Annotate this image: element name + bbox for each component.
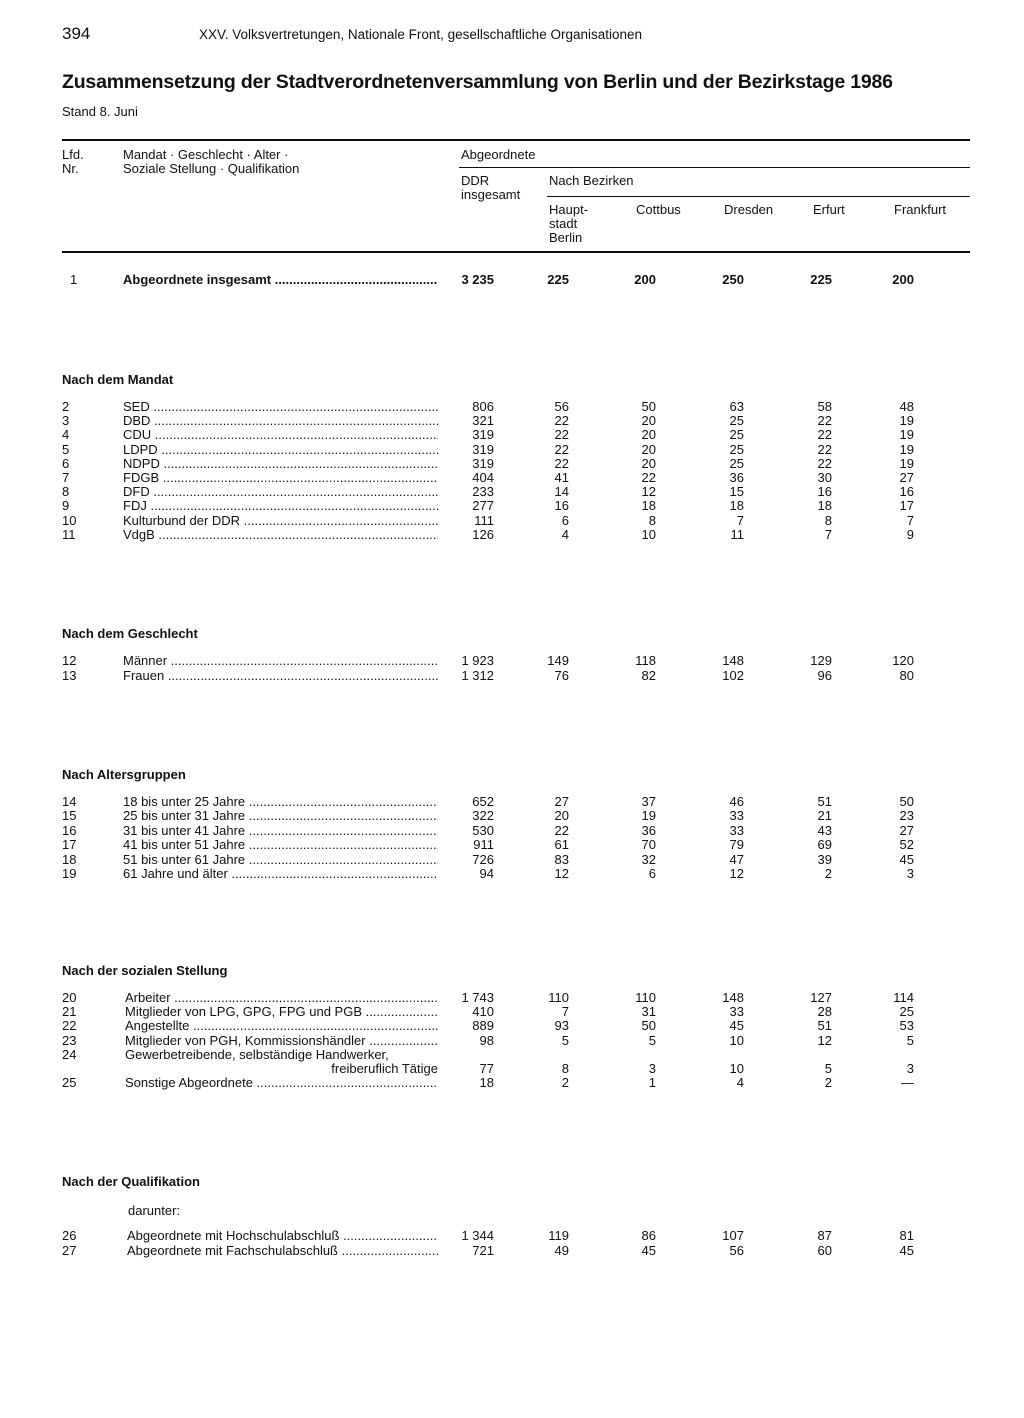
value-dresden: 36 [729,470,744,485]
value-cottbus: 18 [641,498,656,514]
value-cottbus: 3 [648,1061,656,1076]
value-cottbus: 82 [641,668,656,683]
value-frankfurt: 9 [906,526,914,542]
value-dresden: 25 [729,455,744,471]
row-label: Frauen ..... [123,669,438,683]
header-erfurt: Erfurt [813,202,845,217]
value-frankfurt: 48 [899,399,914,414]
abgeordnete-rule [459,167,970,168]
value-cottbus: 20 [641,427,656,443]
value-cottbus: 37 [641,794,656,809]
value-erfurt: 58 [817,399,832,414]
row-label: Mitglieder von PGH, Kommissionshändler ..... [125,1034,438,1048]
value-dresden: 102 [722,668,744,683]
value-ddr: 3 235 [461,272,494,287]
row-number: 21 [62,1004,77,1020]
value-ddr: 319 [472,441,494,457]
row-number: 15 [62,808,77,824]
value-berlin: 41 [554,470,569,485]
value-dresden: 7 [736,512,744,528]
table-top-rule [62,139,970,141]
table-row [0,1076,1024,1090]
row-number: 14 [62,794,77,809]
value-erfurt: 28 [817,1004,832,1020]
page-number: 394 [62,24,91,43]
row-label: Sonstige Abgeordnete ..... [125,1076,438,1090]
header-berlin-line1: Haupt- [549,202,589,217]
header-dresden: Dresden [724,202,774,217]
value-ddr: 1 344 [461,1228,494,1243]
value-cottbus: 86 [641,1228,656,1243]
value-cottbus: 70 [641,837,656,853]
value-berlin: 56 [554,399,569,414]
row-number: 20 [62,990,77,1005]
value-cottbus: 19 [641,808,656,824]
value-erfurt: 51 [817,794,832,809]
value-dresden: 63 [729,399,744,414]
row-label: CDU ..... [123,428,438,442]
row-label: Männer ..... [123,654,438,668]
row-number: 2 [62,399,70,414]
value-dresden: 148 [722,990,744,1005]
row-number: 22 [62,1018,77,1034]
value-berlin: 49 [554,1242,569,1258]
header-ddr-line1: DDR [461,173,490,188]
table-row [0,669,1024,683]
value-ddr: 277 [472,498,494,514]
header-lfd: Lfd. [62,147,84,162]
value-cottbus: 10 [641,526,656,542]
value-dresden: 45 [729,1018,744,1034]
value-frankfurt: 7 [906,512,914,528]
value-cottbus: 20 [641,441,656,457]
value-dresden: 56 [729,1242,744,1258]
section-heading-alter: Nach Altersgruppen [62,767,186,782]
value-ddr: 652 [472,794,494,809]
value-ddr: 77 [479,1061,494,1076]
value-erfurt: 39 [817,851,832,867]
value-dresden: 33 [729,808,744,824]
row-label: Kulturbund der DDR ..... [123,514,438,528]
value-berlin: 61 [554,837,569,853]
row-label: 51 bis unter 61 Jahre ..... [123,853,438,867]
value-cottbus: 20 [641,455,656,471]
value-ddr: 911 [473,837,494,853]
value-berlin: 22 [554,455,569,471]
row-label: Abgeordnete mit Hochschulabschluß ..... [127,1229,438,1243]
value-frankfurt: 25 [899,1004,914,1020]
value-erfurt: 51 [817,1018,832,1034]
value-cottbus: 110 [635,990,656,1005]
table-row [0,443,1024,457]
value-cottbus: 50 [641,1018,656,1034]
value-berlin: 22 [554,413,569,429]
table-row [0,867,1024,881]
table-row [0,428,1024,442]
value-frankfurt: 45 [899,851,914,867]
value-dresden: 25 [729,441,744,457]
value-berlin: 14 [554,484,569,500]
row-number: 18 [62,851,77,867]
value-erfurt: 21 [817,808,832,824]
value-berlin: 2 [561,1075,569,1091]
value-erfurt: 18 [817,498,832,514]
value-frankfurt: 114 [893,990,914,1005]
value-frankfurt: 19 [899,455,914,471]
value-cottbus: 1 [648,1075,656,1091]
row-number: 8 [62,484,70,500]
value-frankfurt: 52 [899,837,914,853]
value-frankfurt: 27 [899,822,914,838]
row-number: 25 [62,1075,77,1091]
value-erfurt: 30 [817,470,832,485]
value-cottbus: 12 [641,484,656,500]
value-ddr: 322 [472,808,494,824]
value-cottbus: 8 [648,512,656,528]
row-number: 3 [62,413,70,429]
value-dresden: 25 [729,427,744,443]
value-erfurt: 22 [817,413,832,429]
row-number: 6 [62,455,70,471]
header-berlin-line3: Berlin [549,230,583,245]
table-row [0,1244,1024,1258]
value-frankfurt: 16 [899,484,914,500]
value-dresden: 10 [729,1032,744,1048]
row-number: 13 [62,668,77,683]
value-erfurt: 22 [817,427,832,443]
section-heading-stellung: Nach der sozialen Stellung [62,963,228,978]
row-number: 10 [62,512,77,528]
row-label: FDJ ..... [123,499,438,513]
row-label: Mitglieder von LPG, GPG, FPG und PGB ..... [125,1005,438,1019]
value-ddr: 889 [472,1018,494,1034]
value-frankfurt: 3 [906,1061,914,1076]
value-cottbus: 20 [641,413,656,429]
table-row [0,1034,1024,1048]
row-label: 18 bis unter 25 Jahre ..... [123,795,438,809]
value-frankfurt: 81 [899,1228,914,1243]
header-berlin-line2: stadt [549,216,578,231]
value-berlin: 16 [554,498,569,514]
row-label-continued: freiberuflich Tätige [331,1062,438,1076]
value-cottbus: 200 [634,272,656,287]
table-row [0,485,1024,499]
value-cottbus: 45 [641,1242,656,1258]
value-berlin: 76 [554,668,569,683]
row-label: 25 bis unter 31 Jahre ..... [123,809,438,823]
darunter-label: darunter: [128,1203,181,1218]
value-berlin: 225 [547,272,569,287]
header-nach-bezirken: Nach Bezirken [549,173,634,188]
value-ddr: 98 [479,1032,494,1048]
header-abgeordnete: Abgeordnete [461,147,536,162]
value-cottbus: 36 [641,822,656,838]
value-ddr: 1 743 [461,990,494,1005]
value-cottbus: 6 [648,866,656,881]
value-ddr: 404 [472,470,494,485]
value-erfurt: 87 [817,1228,832,1243]
value-frankfurt: 45 [899,1242,914,1258]
header-desc-line1: Mandat · Geschlecht · Alter · [123,147,289,162]
value-berlin: 22 [554,427,569,443]
row-label: 31 bis unter 41 Jahre ..... [123,824,438,838]
row-number: 7 [62,470,70,485]
value-dresden: 25 [729,413,744,429]
header-ddr-line2: insgesamt [461,187,521,202]
value-erfurt: 22 [817,455,832,471]
value-ddr: 721 [472,1242,494,1258]
row-number: 11 [62,526,76,542]
row-label: Gewerbetreibende, selbständige Handwerker, [125,1047,389,1062]
row-number: 4 [62,427,70,443]
value-frankfurt: 3 [906,866,914,881]
row-label: FDGB ..... [123,471,438,485]
value-berlin: 22 [554,822,569,838]
value-frankfurt: 17 [899,498,914,514]
table-row [0,514,1024,528]
row-label: Abgeordnete insgesamt ..... [123,273,438,287]
value-ddr: 806 [472,399,494,414]
value-erfurt: 96 [817,668,832,683]
value-berlin: 4 [561,526,569,542]
row-number: 9 [62,498,70,514]
value-berlin: 8 [561,1061,569,1076]
value-ddr: 1 923 [461,653,494,668]
value-erfurt: 127 [810,990,832,1005]
value-dresden: 4 [736,1075,744,1091]
row-number: 16 [62,822,77,838]
row-label: 41 bis unter 51 Jahre ..... [123,838,438,852]
row-number: 19 [62,866,77,881]
value-cottbus: 118 [635,653,656,668]
value-ddr: 319 [472,455,494,471]
value-ddr: 530 [472,822,494,838]
table-row-total [0,273,1024,287]
value-dresden: 33 [729,1004,744,1020]
value-berlin: 5 [561,1032,569,1048]
value-erfurt: 2 [824,866,832,881]
row-label: SED ..... [123,400,438,414]
value-erfurt: 225 [810,272,832,287]
bezirke-rule [547,196,970,197]
header-bottom-rule [62,251,970,253]
value-frankfurt: 23 [899,808,914,824]
value-erfurt: 43 [817,822,832,838]
value-berlin: 6 [561,512,569,528]
value-ddr: 726 [472,851,494,867]
value-frankfurt: — [901,1075,914,1091]
header-frankfurt: Frankfurt [894,202,947,217]
header-cottbus: Cottbus [636,202,681,217]
value-cottbus: 50 [641,399,656,414]
value-frankfurt: 27 [899,470,914,485]
value-erfurt: 12 [817,1032,832,1048]
table-row [0,528,1024,542]
row-label: 61 Jahre und älter ..... [123,867,438,881]
table-row [0,809,1024,823]
value-ddr: 111 [474,512,494,528]
value-berlin: 22 [554,441,569,457]
value-berlin: 83 [554,851,569,867]
value-erfurt: 16 [817,484,832,500]
value-cottbus: 31 [641,1004,656,1020]
row-number: 12 [62,653,77,668]
value-dresden: 250 [722,272,744,287]
table-row [0,414,1024,428]
value-dresden: 33 [729,822,744,838]
value-erfurt: 8 [824,512,832,528]
value-erfurt: 7 [824,526,832,542]
row-label: DFD ..... [123,485,438,499]
table-row [0,1062,1024,1076]
table-row [0,991,1024,1005]
value-erfurt: 5 [824,1061,832,1076]
value-berlin: 110 [548,990,569,1005]
value-erfurt: 2 [824,1075,832,1091]
value-frankfurt: 19 [899,413,914,429]
value-erfurt: 22 [817,441,832,457]
value-erfurt: 60 [817,1242,832,1258]
row-number: 1 [70,272,78,287]
value-erfurt: 69 [817,837,832,853]
section-heading-mandat: Nach dem Mandat [62,372,174,387]
value-berlin: 7 [561,1004,569,1020]
table-row [0,1019,1024,1033]
value-cottbus: 22 [641,470,656,485]
value-frankfurt: 5 [906,1032,914,1048]
value-dresden: 79 [729,837,744,853]
value-berlin: 20 [554,808,569,824]
value-dresden: 11 [730,526,744,542]
header-nr: Nr. [62,161,79,176]
section-heading-qualifikation: Nach der Qualifikation [62,1174,200,1189]
row-label: DBD ..... [123,414,438,428]
value-dresden: 46 [729,794,744,809]
value-dresden: 107 [722,1228,744,1243]
value-dresden: 148 [722,653,744,668]
value-berlin: 149 [547,653,569,668]
value-frankfurt: 120 [892,653,914,668]
value-ddr: 94 [479,866,494,881]
header-desc-line2: Soziale Stellung · Qualifikation [123,161,300,176]
value-ddr: 319 [472,427,494,443]
value-ddr: 410 [472,1004,494,1020]
row-label: LDPD ..... [123,443,438,457]
table-row [0,853,1024,867]
table-row [0,838,1024,852]
value-ddr: 126 [472,526,494,542]
value-dresden: 10 [729,1061,744,1076]
value-cottbus: 5 [648,1032,656,1048]
value-frankfurt: 200 [892,272,914,287]
table-row [0,471,1024,485]
table-row [0,1005,1024,1019]
table-row [0,824,1024,838]
value-dresden: 12 [729,866,744,881]
row-number: 5 [62,441,70,457]
row-number: 24 [62,1046,77,1062]
row-label: NDPD ..... [123,457,438,471]
value-frankfurt: 80 [899,668,914,683]
value-dresden: 18 [729,498,744,514]
row-label: VdgB ..... [123,528,438,542]
row-label: Arbeiter ..... [125,991,438,1005]
value-frankfurt: 19 [899,441,914,457]
value-berlin: 119 [548,1228,569,1243]
value-frankfurt: 50 [899,794,914,809]
table-row [0,654,1024,668]
row-number: 26 [62,1228,77,1243]
table-row [0,499,1024,513]
running-head: XXV. Volksvertretungen, Nationale Front, gesellschaftliche Organisationen [199,27,643,42]
table-row [0,457,1024,471]
row-label: Abgeordnete mit Fachschulabschluß ..... [127,1244,438,1258]
table-row-label-line [0,1048,1024,1062]
value-dresden: 47 [729,851,744,867]
value-cottbus: 32 [641,851,656,867]
table-row [0,1229,1024,1243]
value-frankfurt: 53 [899,1018,914,1034]
value-frankfurt: 19 [899,427,914,443]
page-subtitle: Stand 8. Juni [62,104,138,119]
value-dresden: 15 [729,484,744,500]
value-erfurt: 129 [810,653,832,668]
row-label: Angestellte ..... [125,1019,438,1033]
value-berlin: 93 [554,1018,569,1034]
value-berlin: 12 [554,866,569,881]
value-ddr: 18 [479,1075,494,1091]
page-title: Zusammensetzung der Stadtverordnetenversammlung von Berlin und der Bezirkstage 1986 [62,71,893,93]
value-ddr: 321 [472,413,494,429]
value-ddr: 1 312 [461,668,494,683]
row-number: 17 [62,837,77,853]
table-row [0,795,1024,809]
section-heading-geschlecht: Nach dem Geschlecht [62,626,198,641]
row-number: 27 [62,1242,77,1258]
value-berlin: 27 [554,794,569,809]
row-number: 23 [62,1032,77,1048]
table-row [0,400,1024,414]
value-ddr: 233 [472,484,494,500]
